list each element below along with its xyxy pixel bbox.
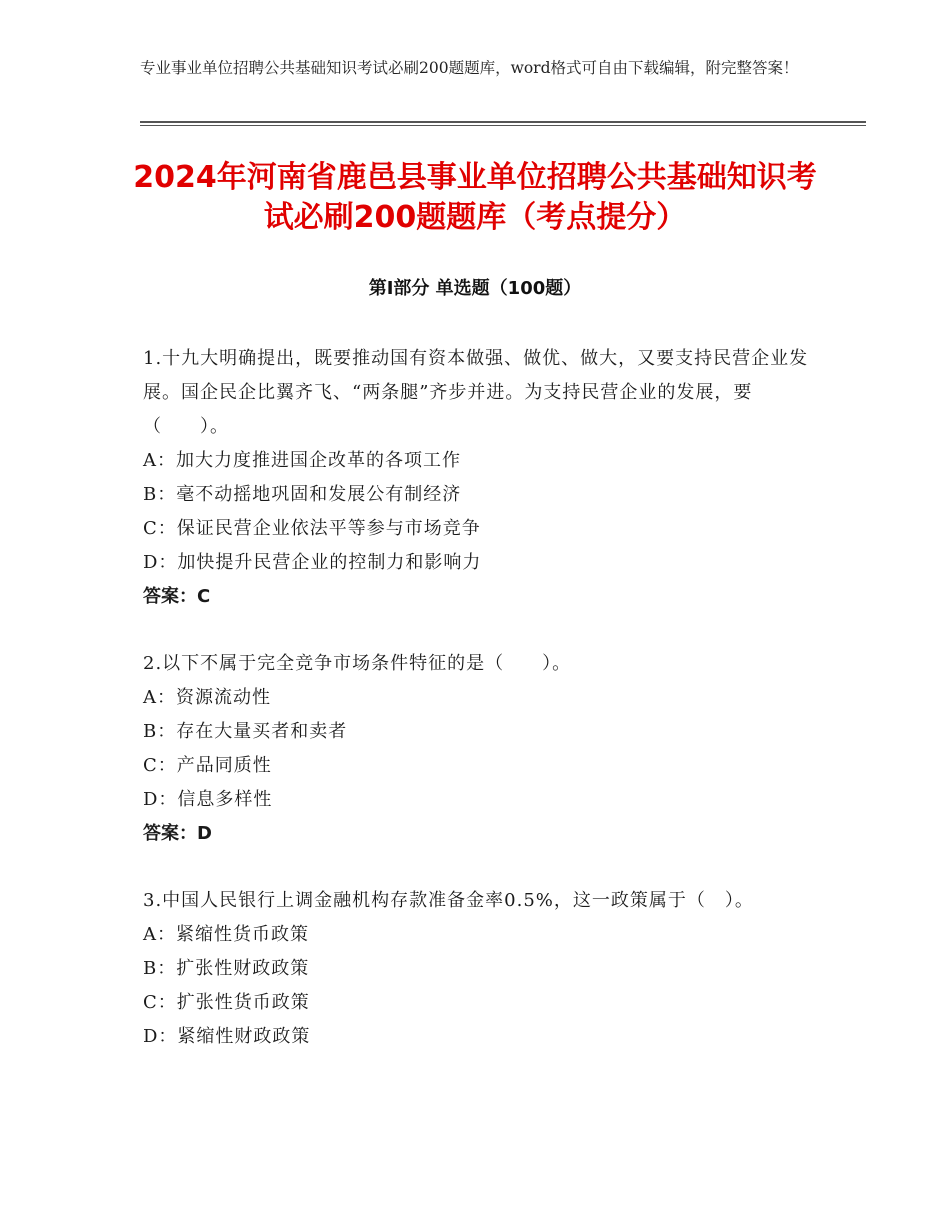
section-title: 第Ⅰ部分 单选题（100题） — [368, 278, 582, 299]
question-item — [143, 647, 823, 851]
header-note: 专业事业单位招聘公共基础知识考试必刷200题题库，word格式可自由下载编辑，附完整答案！ — [140, 59, 799, 77]
question-option-d: D：紧缩性财政政策 — [143, 1026, 311, 1047]
question-option-b: B：毫不动摇地巩固和发展公有制经济 — [143, 484, 462, 505]
question-option-a: A：紧缩性货币政策 — [143, 924, 309, 945]
question-option-a: A：加大力度推进国企改革的各项工作 — [143, 450, 461, 471]
question-item — [143, 342, 823, 614]
question-option-d: D：信息多样性 — [143, 789, 273, 810]
question-option-d: D：加快提升民营企业的控制力和影响力 — [143, 552, 482, 573]
question-option-c: C：扩张性货币政策 — [143, 992, 310, 1013]
question-stem: 2.以下不属于完全竞争市场条件特征的是（ ）。 — [143, 653, 572, 674]
question-stem: 3.中国人民银行上调金融机构存款准备金率0.5%，这一政策属于（ ）。 — [143, 890, 754, 911]
question-option-a: A：资源流动性 — [143, 687, 271, 708]
question-item — [143, 884, 823, 1054]
question-option-c: C：产品同质性 — [143, 755, 272, 776]
question-answer: 答案：C — [143, 586, 211, 607]
question-option-b: B：扩张性财政政策 — [143, 958, 310, 979]
question-stem: 1.十九大明确提出，既要推动国有资本做强、做优、做大，又要支持民营企业发展。国企民企比翼齐飞、“两条腿”齐步并进。为支持民营企业的发展，要（ ）。 — [143, 348, 809, 437]
question-answer: 答案：D — [143, 823, 212, 844]
document-title: 2024年河南省鹿邑县事业单位招聘公共基础知识考试必刷200题题库（考点提分） — [133, 160, 817, 235]
question-list — [143, 342, 823, 1087]
question-option-c: C：保证民营企业依法平等参与市场竞争 — [143, 518, 481, 539]
header-divider — [140, 121, 866, 126]
question-option-b: B：存在大量买者和卖者 — [143, 721, 348, 742]
